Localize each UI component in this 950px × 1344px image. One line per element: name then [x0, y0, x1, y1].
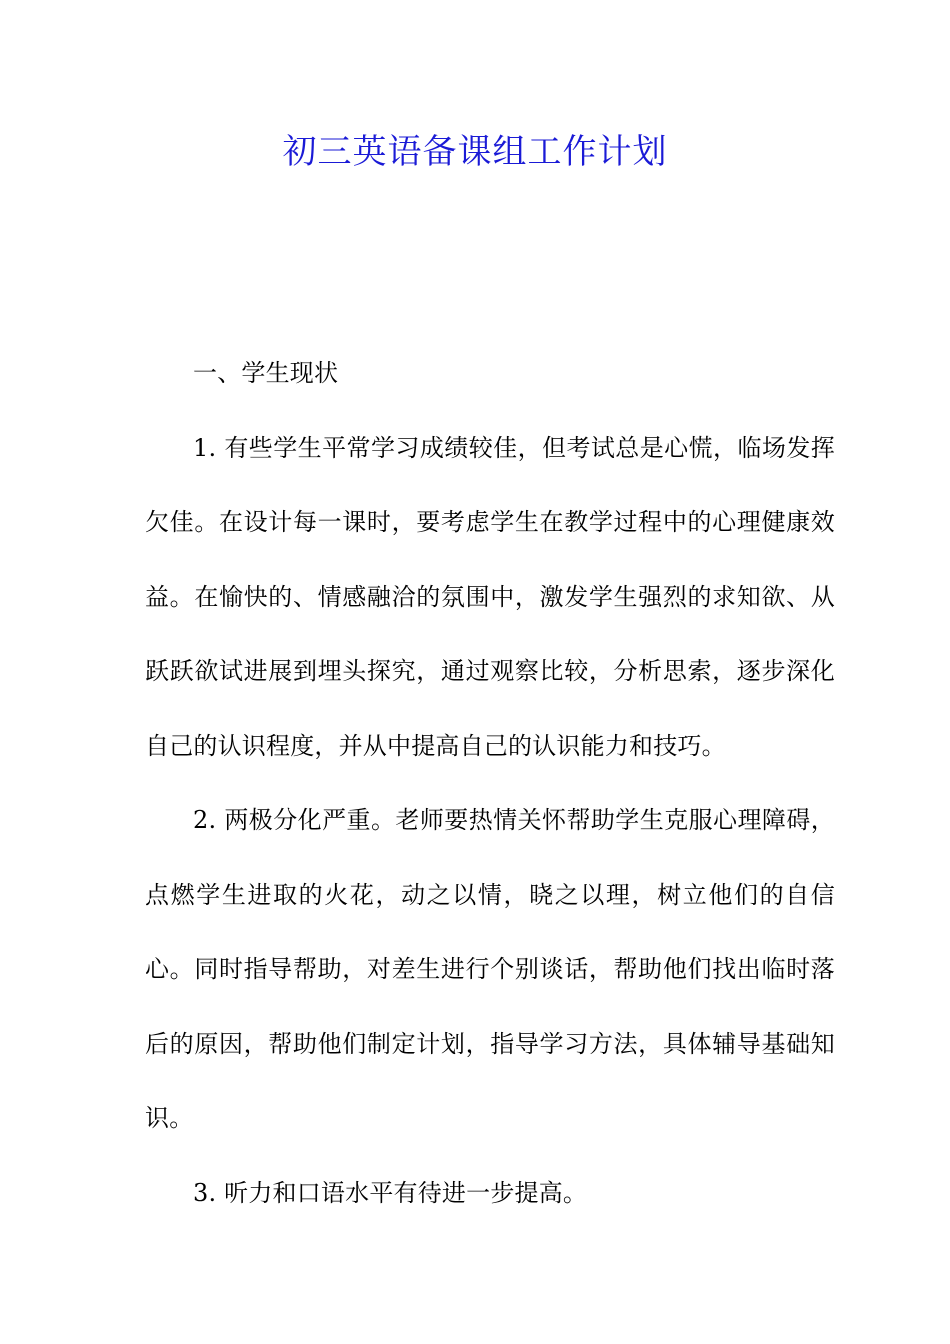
section-heading: 一、学生现状: [193, 359, 339, 387]
document-body: [145, 336, 835, 1230]
paragraph-2: 2. 两极分化严重。老师要热情关怀帮助学生克服心理障碍，点燃学生进取的火花，动之以情，晓之以理，树立他们的自信心。同时指导帮助，对差生进行个别谈话，帮助他们找出临时落后的原因，帮助他们制定计划，指导学习方法，具体辅导基础知识。: [145, 806, 835, 1132]
paragraph-3: 3. 听力和口语水平有待进一步提高。: [193, 1178, 588, 1207]
document-title: 初三英语备课组工作计划: [282, 132, 668, 172]
paragraph-1: 1. 有些学生平常学习成绩较佳，但考试总是心慌，临场发挥欠佳。在设计每一课时，要考虑学生在教学过程中的心理健康效益。在愉快的、情感融洽的氛围中，激发学生强烈的求知欲、从跃跃欲试进展到埋头探究，通过观察比较，分析思索，逐步深化自己的认识程度，并从中提高自己的认识能力和技巧。: [145, 433, 835, 760]
